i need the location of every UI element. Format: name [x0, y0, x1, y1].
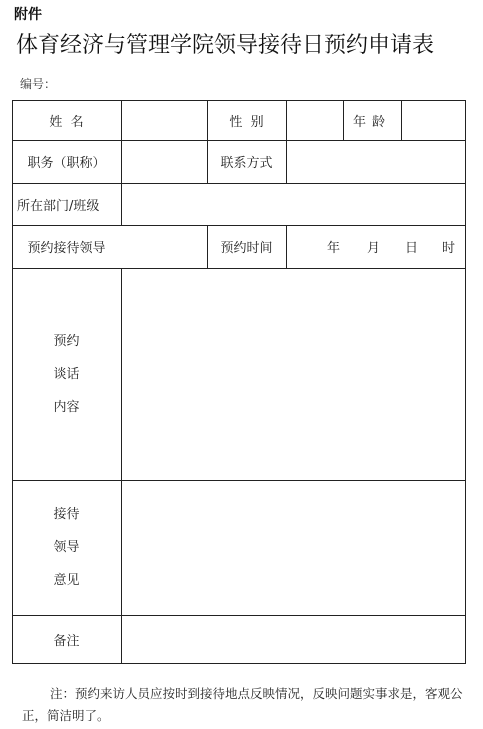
age-field[interactable]	[402, 101, 465, 140]
application-form-table	[12, 100, 466, 664]
leader-opinion-field[interactable]	[122, 481, 465, 615]
content-label-line-1: 预约	[53, 333, 80, 349]
content-label-line-3: 内容	[53, 399, 80, 415]
department-label: 所在部门/班级	[17, 198, 100, 214]
contact-label: 联系方式	[220, 156, 273, 171]
table-border-bottom	[12, 663, 466, 664]
appointment-time-field[interactable]	[287, 225, 465, 268]
opinion-label-line-1: 接待	[53, 507, 80, 522]
position-field[interactable]	[122, 141, 207, 183]
reception-leader-field[interactable]	[122, 226, 207, 268]
position-label: 职务（职称）	[27, 156, 106, 171]
content-label-line-2: 谈话	[53, 366, 80, 382]
serial-number-label: 编号：	[20, 77, 57, 91]
reception-leader-label: 预约接待领导	[27, 241, 106, 256]
appointment-content-field[interactable]	[122, 269, 465, 480]
remark-field[interactable]	[122, 616, 465, 663]
remark-label: 备注	[53, 633, 80, 649]
opinion-label-line-3: 意见	[53, 573, 80, 588]
year-unit: 年	[327, 241, 341, 256]
opinion-label-line-2: 领导	[53, 540, 80, 555]
footnote: 注：预约来访人员应按时到接待地点反映情况，反映问题实事求是，客观公正，简洁明了。	[22, 686, 463, 723]
name-label: 姓 名	[49, 114, 84, 130]
leader-opinion-label	[12, 480, 121, 615]
name-field[interactable]	[122, 101, 207, 140]
appointment-time-label: 预约时间	[220, 241, 273, 256]
day-unit: 日	[405, 241, 419, 256]
age-label: 年龄	[352, 114, 391, 130]
month-unit: 月	[367, 241, 381, 256]
gender-label: 性 别	[229, 114, 264, 130]
page-title: 体育经济与管理学院领导接待日预约申请表	[16, 33, 435, 58]
hour-unit: 时	[442, 241, 456, 256]
attachment-label: 附件	[14, 7, 42, 23]
appointment-content-label	[12, 268, 121, 480]
table-border-right	[465, 100, 466, 664]
contact-field[interactable]	[287, 141, 465, 183]
department-field[interactable]	[122, 184, 465, 225]
gender-field[interactable]	[287, 101, 343, 140]
